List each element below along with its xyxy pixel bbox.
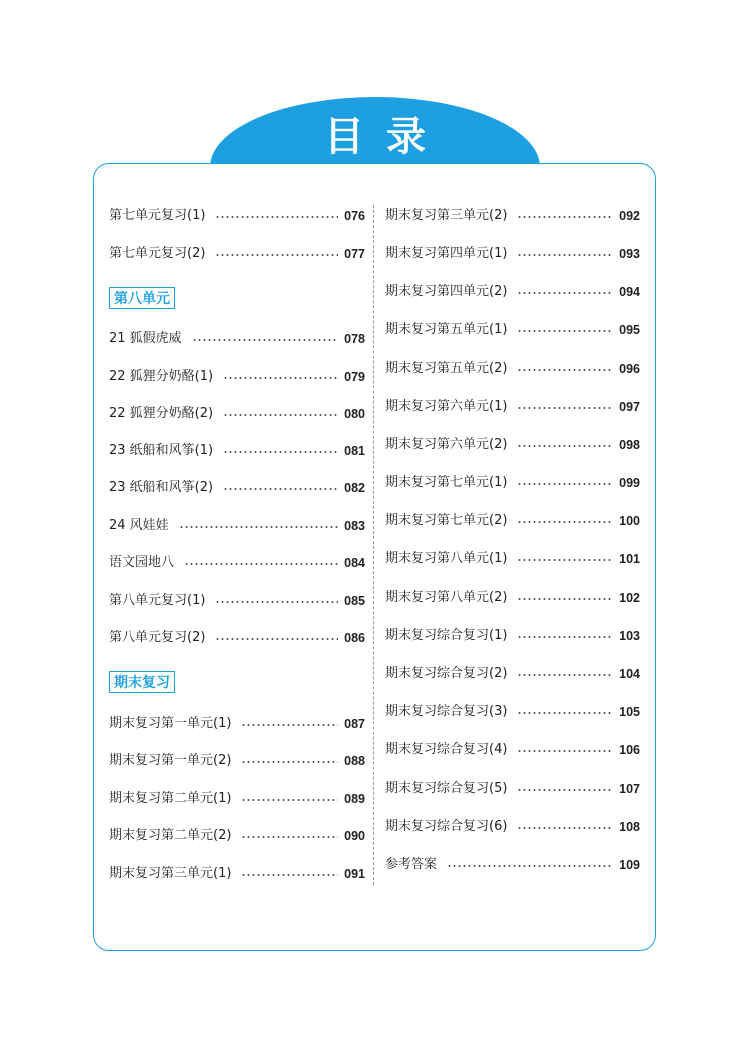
toc-page-number: 086 [344,631,365,645]
dot-leader [517,712,613,714]
toc-entry-label: 期末复习第八单元(2) [385,590,508,605]
dot-leader [517,521,613,523]
dot-leader [215,601,338,603]
toc-page-number: 087 [344,717,365,731]
toc-entry-label: 第七单元复习(1) [109,208,206,223]
toc-page-number: 090 [344,829,365,843]
toc-page-number: 081 [344,444,365,458]
dot-leader [517,559,613,561]
toc-page-number: 105 [619,705,640,719]
dot-leader [241,799,338,801]
toc-entry-label: 23 纸船和风筝(2) [109,480,214,495]
toc-entry[interactable] [385,435,640,455]
toc-entry[interactable] [385,473,640,493]
toc-page-number: 079 [344,370,365,384]
toc-page-number: 089 [344,792,365,806]
dot-leader [517,827,613,829]
toc-entry[interactable] [385,549,640,569]
dot-leader [517,216,613,218]
toc-entry[interactable] [385,244,640,264]
toc-page-number: 076 [344,209,365,223]
toc-page-number: 104 [619,667,640,681]
toc-page-number: 084 [344,556,365,570]
toc-entry-label: 期末复习第三单元(2) [385,208,508,223]
toc-entry-label: 期末复习第七单元(1) [385,475,508,490]
toc-entry-label: 22 狐狸分奶酪(1) [109,369,214,384]
dot-leader [179,526,338,528]
dot-leader [517,330,613,332]
dot-leader [215,216,338,218]
toc-entry-label: 24 风娃娃 [109,518,169,533]
toc-entry[interactable] [109,591,365,611]
dot-leader [517,254,613,256]
toc-page-number: 103 [619,629,640,643]
toc-page-number: 097 [619,400,640,414]
toc-entry[interactable] [109,553,365,573]
toc-page-number: 082 [344,481,365,495]
toc-entry[interactable] [109,826,365,846]
toc-entry-label: 期末复习第五单元(1) [385,322,508,337]
toc-entry-label: 期末复习综合复习(2) [385,666,508,681]
toc-page-number: 106 [619,743,640,757]
toc-entry[interactable] [385,359,640,379]
toc-entry[interactable] [109,864,365,884]
dot-leader [517,483,613,485]
toc-entry[interactable] [109,367,365,387]
dot-leader [517,750,613,752]
toc-entry[interactable] [109,404,365,424]
toc-entry[interactable] [109,789,365,809]
dot-leader [517,407,613,409]
dot-leader [223,414,338,416]
toc-entry-label: 期末复习第四单元(1) [385,246,508,261]
toc-entry-label: 期末复习综合复习(4) [385,742,508,757]
toc-entry-label: 期末复习第五单元(2) [385,361,508,376]
dot-leader [192,339,338,341]
toc-entry-label: 期末复习第七单元(2) [385,513,508,528]
toc-entry[interactable] [385,740,640,760]
toc-entry[interactable] [385,588,640,608]
toc-entry-label: 期末复习第二单元(1) [109,791,232,806]
toc-page-number: 077 [344,247,365,261]
dot-leader [517,292,613,294]
toc-page-number: 083 [344,519,365,533]
toc-entry-label: 期末复习综合复习(6) [385,819,508,834]
toc-entry[interactable] [385,664,640,684]
toc-page-number: 101 [619,552,640,566]
section-heading: 期末复习 [109,671,175,693]
toc-page-number: 094 [619,285,640,299]
toc-entry[interactable] [109,441,365,461]
toc-entry[interactable] [109,478,365,498]
toc-entry-label: 第八单元复习(2) [109,630,206,645]
dot-leader [184,563,338,565]
column-divider [373,205,374,885]
toc-entry[interactable] [385,626,640,646]
toc-entry-label: 期末复习第一单元(1) [109,716,232,731]
toc-entry-label: 第七单元复习(2) [109,246,206,261]
toc-page-number: 078 [344,332,365,346]
toc-page-number: 100 [619,514,640,528]
toc-entry[interactable] [109,751,365,771]
toc-entry-label: 期末复习第六单元(2) [385,437,508,452]
dot-leader [215,254,338,256]
toc-entry-label: 22 狐狸分奶酪(2) [109,406,214,421]
toc-entry-label: 语文园地八 [109,555,175,570]
toc-entry[interactable] [385,282,640,302]
toc-entry[interactable] [109,628,365,648]
toc-entry[interactable] [385,320,640,340]
toc-page-number: 092 [619,209,640,223]
toc-entry-label: 期末复习综合复习(3) [385,704,508,719]
toc-entry[interactable] [109,516,365,536]
toc-entry[interactable] [109,714,365,734]
toc-entry[interactable] [385,206,640,226]
toc-entry[interactable] [385,397,640,417]
dot-leader [241,836,338,838]
page-title: 目录 [324,114,448,160]
dot-leader [517,445,613,447]
toc-page-number: 095 [619,323,640,337]
toc-entry-label: 23 纸船和风筝(1) [109,443,214,458]
toc-page-number: 096 [619,362,640,376]
dot-leader [517,789,613,791]
toc-entry-label: 期末复习第四单元(2) [385,284,508,299]
toc-page-number: 109 [619,858,640,872]
toc-entry-label: 参考答案 [385,857,438,872]
toc-entry-label: 期末复习第一单元(2) [109,753,232,768]
toc-page-number: 088 [344,754,365,768]
dot-leader [223,488,338,490]
toc-entry[interactable] [109,206,365,226]
toc-page-number: 099 [619,476,640,490]
toc-entry[interactable] [109,329,365,349]
toc-entry[interactable] [385,511,640,531]
dot-leader [241,874,338,876]
toc-entry-label: 期末复习第二单元(2) [109,828,232,843]
toc-entry-label: 期末复习综合复习(1) [385,628,508,643]
dot-leader [447,865,613,867]
toc-entry[interactable] [385,817,640,837]
toc-entry[interactable] [385,779,640,799]
toc-entry-label: 21 狐假虎威 [109,331,182,346]
toc-entry-label: 期末复习第三单元(1) [109,866,232,881]
toc-page-number: 080 [344,407,365,421]
dot-leader [517,674,613,676]
toc-entry[interactable] [385,855,640,875]
dot-leader [517,636,613,638]
dot-leader [223,377,338,379]
toc-page-number: 107 [619,782,640,796]
dot-leader [517,598,613,600]
toc-page-number: 091 [344,867,365,881]
section-heading: 第八单元 [109,287,175,309]
toc-page-number: 108 [619,820,640,834]
toc-entry[interactable] [385,702,640,722]
toc-entry-label: 第八单元复习(1) [109,593,206,608]
dot-leader [241,761,338,763]
toc-entry-label: 期末复习综合复习(5) [385,781,508,796]
toc-page-number: 093 [619,247,640,261]
dot-leader [215,638,338,640]
toc-page-number: 098 [619,438,640,452]
toc-entry-label: 期末复习第六单元(1) [385,399,508,414]
toc-page-number: 085 [344,594,365,608]
toc-page-number: 102 [619,591,640,605]
toc-entry-label: 期末复习第八单元(1) [385,551,508,566]
dot-leader [241,724,338,726]
dot-leader [223,451,338,453]
toc-entry[interactable] [109,244,365,264]
dot-leader [517,369,613,371]
